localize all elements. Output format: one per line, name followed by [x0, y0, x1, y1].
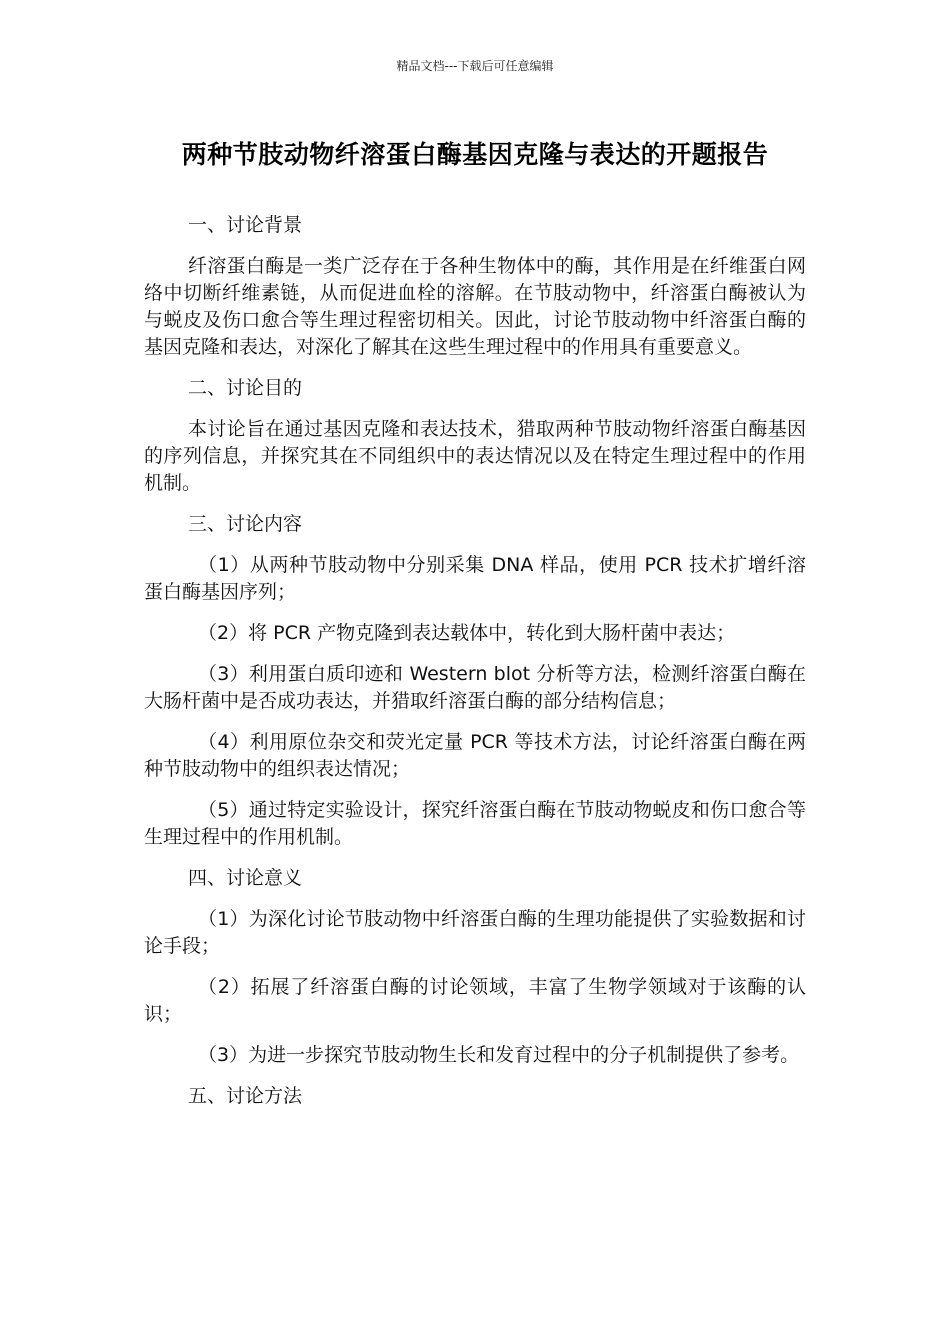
header-note: 精品文档---下载后可任意编辑 — [396, 59, 554, 73]
significance-list-item: （2）拓展了纤溶蛋白酶的讨论领域，丰富了生物学领域对于该酶的认识； — [144, 976, 806, 1025]
significance-list-item: （3）为进一步探究节肢动物生长和发育过程中的分子机制提供了参考。 — [198, 1044, 800, 1066]
significance-list-item: （1）为深化讨论节肢动物中纤溶蛋白酶的生理功能提供了实验数据和讨论手段； — [144, 908, 806, 957]
content-list-item: （4）利用原位杂交和荧光定量 PCR 等技术方法，讨论纤溶蛋白酶在两种节肢动物中的组织表达情况； — [144, 731, 806, 780]
content-list-item: （2）将 PCR 产物克隆到表达载体中，转化到大肠杆菌中表达； — [198, 622, 736, 644]
section-paragraph-background: 纤溶蛋白酶是一类广泛存在于各种生物体中的酶，其作用是在纤维蛋白网络中切断纤维素链，从而促进血栓的溶解。在节肢动物中，纤溶蛋白酶被认为与蜕皮及伤口愈合等生理过程密切相关。因此，讨论节肢动物中纤溶蛋白酶的基因克隆和表达，对深化了解其在这些生理过程中的作用具有重要意义。 — [144, 255, 806, 358]
section-heading-purpose: 二、讨论目的 — [188, 377, 303, 399]
section-heading-background: 一、讨论背景 — [188, 214, 303, 236]
document-title: 两种节肢动物纤溶蛋白酶基因克隆与表达的开题报告 — [181, 140, 769, 169]
section-paragraph-purpose: 本讨论旨在通过基因克隆和表达技术，猎取两种节肢动物纤溶蛋白酶基因的序列信息，并探究其在不同组织中的表达情况以及在特定生理过程中的作用机制。 — [144, 418, 806, 494]
section-heading-methods: 五、讨论方法 — [188, 1085, 303, 1107]
section-heading-content: 三、讨论内容 — [188, 513, 303, 535]
content-list-item: （3）利用蛋白质印迹和 Western blot 分析等方法，检测纤溶蛋白酶在大肠杆菌中是否成功表达，并猎取纤溶蛋白酶的部分结构信息； — [144, 663, 806, 712]
content-list-item: （1）从两种节肢动物中分别采集 DNA 样品，使用 PCR 技术扩增纤溶蛋白酶基因序列； — [144, 554, 806, 603]
content-list-item: （5）通过特定实验设计，探究纤溶蛋白酶在节肢动物蜕皮和伤口愈合等生理过程中的作用机制。 — [144, 799, 806, 848]
section-heading-significance: 四、讨论意义 — [188, 867, 303, 889]
document-body — [144, 212, 806, 1124]
